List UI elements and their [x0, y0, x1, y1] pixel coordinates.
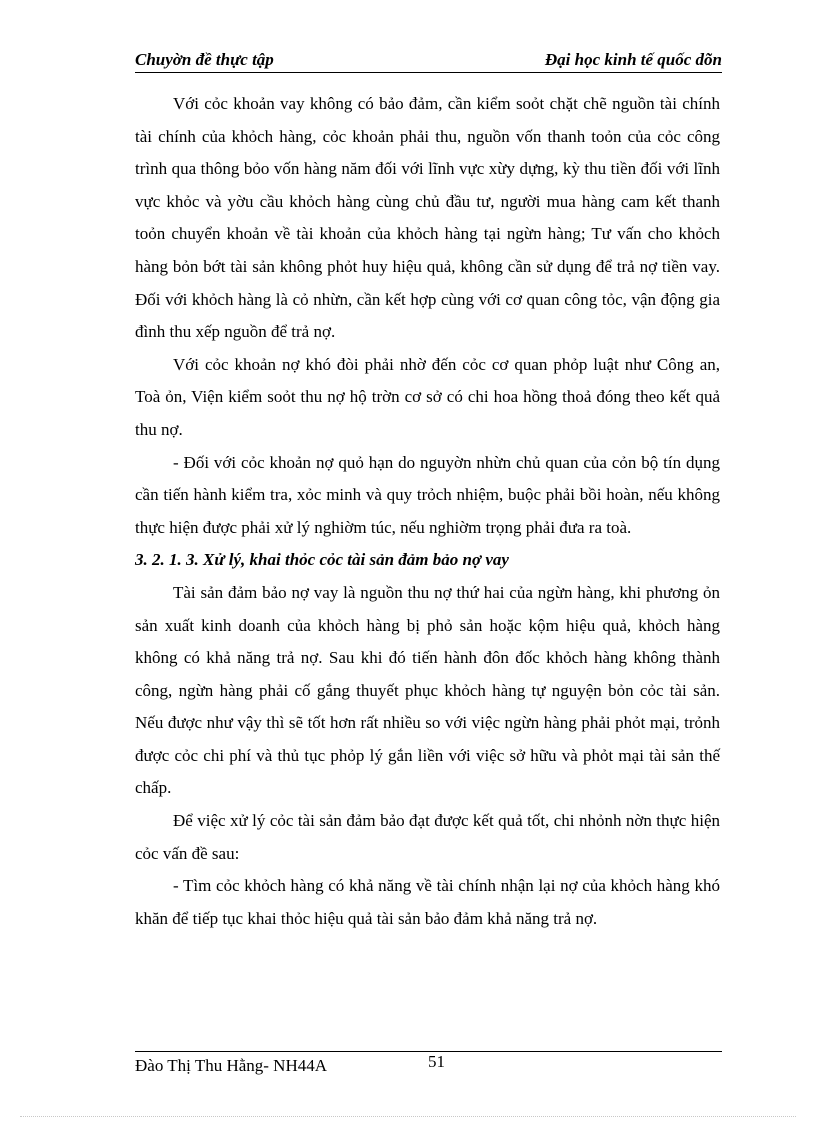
section-heading: 3. 2. 1. 3. Xử lý, khai thỏc cỏc tài sản đảm bảo nợ vay — [135, 550, 509, 570]
paragraph: - Đối với cỏc khoản nợ quỏ hạn do nguyờn nhừn chủ quan của cỏn bộ tín dụng cần tiến hành kiểm tra, xỏc minh và quy trỏch nhiệm, buộc phải bồi hoàn, nếu không thực hiện được phải xử lý nghiờm túc, nếu nghiờm trọng phải đưa ra toà. — [135, 452, 720, 537]
paragraph: Tài sản đảm bảo nợ vay là nguồn thu nợ thứ hai của ngừn hàng, khi phương ỏn sản xuất kinh doanh của khỏch hàng bị phỏ sản hoặc kộm hiệu quả, khỏch hàng không có khả năng trả nợ. Sau khi đó tiến hành đôn đốc khỏch hàng không thành công, ngừn hàng phải cố gắng thuyết phục khỏch hàng tự nguyện bỏn cỏc tài sản. Nếu được như vậy thì sẽ tốt hơn rất nhiều so với việc ngừn hàng phải phỏt mại, trỏnh được cỏc chi phí và thủ tục phỏp lý gắn liền với việc sở hữu và phỏt mại tài sản thế chấp. — [135, 582, 720, 798]
page-number: 51 — [428, 1052, 445, 1071]
paragraph: Với cỏc khoản nợ khó đòi phải nhờ đến cỏc cơ quan phỏp luật như Công an, Toà ỏn, Viện kiểm soỏt thu nợ hộ trờn cơ sở có chi hoa hồng thoả đóng theo kết quả thu nợ. — [135, 354, 720, 439]
paragraph: Để việc xử lý cỏc tài sản đảm bảo đạt được kết quả tốt, chi nhỏnh nờn thực hiện cỏc vấn đề sau: — [135, 811, 720, 863]
paragraph: Với cỏc khoản vay không có bảo đảm, cần kiểm soỏt chặt chẽ nguồn tài chính tài chính của khỏch hàng, cỏc khoản phải thu, nguồn vốn thanh toỏn của cỏc công trình qua thông bỏo vốn hàng năm đối với lĩnh vực xừy dựng, kỳ thu tiền đối với lĩnh vực khỏc và yờu cầu khỏch hàng cùng chủ đầu tư, người mua hàng cam kết thanh toỏn chuyển khoản về tài khoản của khỏch hàng tại ngừn hàng; Tư vấn cho khỏch hàng bỏn bớt tài sản không phỏt huy hiệu quả, không cần sử dụng để trả nợ tiền vay. Đối với khỏch hàng là cỏ nhừn, cần kết hợp cùng với cơ quan công tỏc, vận động gia đình thu xếp nguồn để trả nợ. — [135, 94, 720, 342]
header-left-title: Chuyờn đề thực tập — [135, 50, 274, 69]
page-header — [135, 48, 722, 73]
header-right-title: Đại học kinh tế quốc dõn — [544, 50, 722, 69]
paragraph: - Tìm cỏc khỏch hàng có khả năng về tài chính nhận lại nợ của khỏch hàng khó khăn để tiếp tục khai thỏc hiệu quả tài sản bảo đảm khả năng trả nợ. — [135, 876, 720, 928]
document-body — [135, 88, 720, 935]
footer-author: Đào Thị Thu Hằng- NH44A — [135, 1056, 328, 1075]
page-bottom-border — [20, 1116, 796, 1117]
